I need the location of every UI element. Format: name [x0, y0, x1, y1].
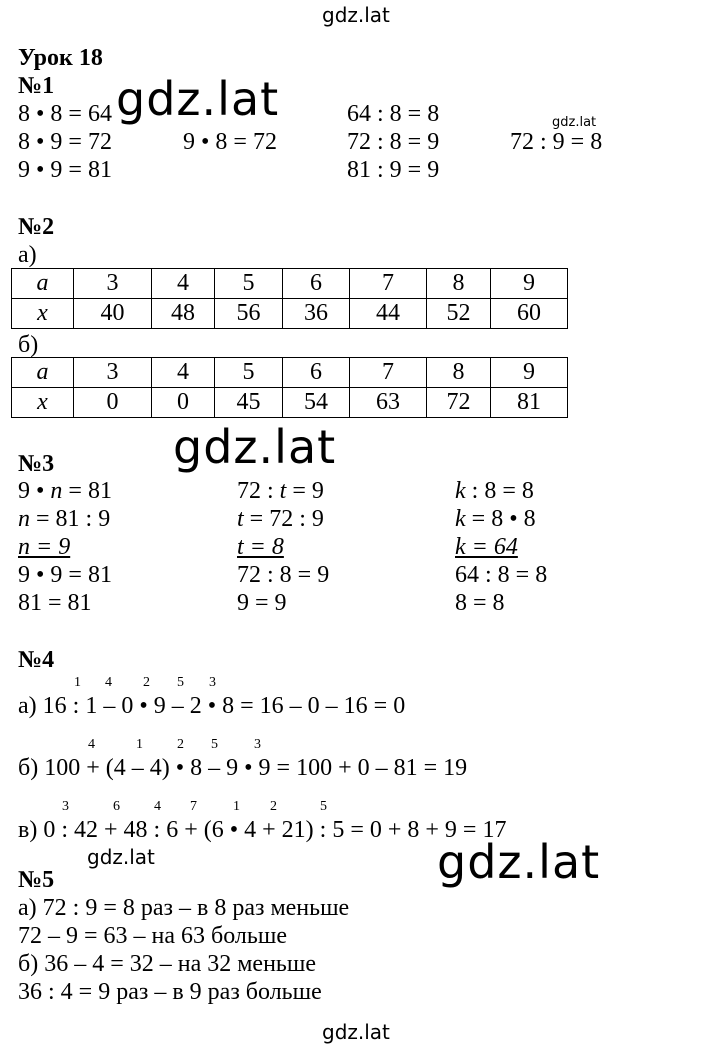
equation-line: k = 8 • 8: [455, 506, 536, 532]
watermark-bottom: gdz.lat: [322, 1020, 390, 1044]
task4-heading: №4: [18, 647, 55, 673]
operation-order-number: 4: [105, 675, 112, 690]
table-cell: 3: [74, 269, 152, 299]
table-cell: 56: [215, 299, 283, 329]
table-cell: 60: [491, 299, 568, 329]
table-cell: 36: [283, 299, 350, 329]
watermark-large: gdz.lat: [173, 420, 337, 474]
table-row: [12, 299, 568, 329]
answer-line: б) 36 – 4 = 32 – на 32 меньше: [18, 951, 316, 977]
equation-line: k : 8 = 8: [455, 478, 534, 504]
task2-part-a-label: а): [18, 242, 37, 268]
table-row: [12, 388, 568, 418]
answer-line: 36 : 4 = 9 раз – в 9 раз больше: [18, 979, 322, 1005]
task1-line: 81 : 9 = 9: [347, 157, 440, 183]
table-cell: a: [12, 269, 74, 299]
equation-line: t = 72 : 9: [237, 506, 324, 532]
task1-heading: №1: [18, 73, 55, 99]
table-cell: 72: [427, 388, 491, 418]
expression-line: в) 0 : 42 + 48 : 6 + (6 • 4 + 21) : 5 = 0 + 8 + 9 = 17: [18, 817, 507, 843]
equation-check: 8 = 8: [455, 590, 505, 616]
answer-line: 72 – 9 = 63 – на 63 больше: [18, 923, 287, 949]
operation-order-number: 4: [88, 737, 95, 752]
table-cell: 4: [152, 269, 215, 299]
watermark-top: gdz.lat: [322, 3, 390, 27]
table-cell: 9: [491, 358, 568, 388]
task1-line: 8 • 8 = 64: [18, 101, 112, 127]
table-cell: 44: [350, 299, 427, 329]
table-cell: x: [12, 299, 74, 329]
table-cell: 48: [152, 299, 215, 329]
table-cell: 45: [215, 388, 283, 418]
equation-answer: t = 8: [237, 534, 284, 560]
table-cell: 5: [215, 269, 283, 299]
table-cell: a: [12, 358, 74, 388]
table-cell: 0: [152, 388, 215, 418]
equation-check: 9 • 9 = 81: [18, 562, 112, 588]
equation-line: n = 81 : 9: [18, 506, 111, 532]
watermark-small: gdz.lat: [87, 845, 155, 869]
task1-line: 72 : 8 = 9: [347, 129, 440, 155]
table-cell: 54: [283, 388, 350, 418]
table-row: [12, 269, 568, 299]
table-cell: 3: [74, 358, 152, 388]
table-cell: 52: [427, 299, 491, 329]
lesson-title: Урок 18: [18, 45, 103, 71]
table-cell: 8: [427, 358, 491, 388]
equation-line: 9 • n = 81: [18, 478, 112, 504]
table-cell: 8: [427, 269, 491, 299]
equation-check: 72 : 8 = 9: [237, 562, 330, 588]
table-cell: 4: [152, 358, 215, 388]
operation-order-number: 1: [74, 675, 81, 690]
task2-heading: №2: [18, 214, 55, 240]
task1-line: 64 : 8 = 8: [347, 101, 440, 127]
task5-heading: №5: [18, 867, 55, 893]
equation-answer: n = 9: [18, 534, 71, 560]
task1-line: 8 • 9 = 72: [18, 129, 112, 155]
table-cell: 5: [215, 358, 283, 388]
task1-line: 72 : 9 = 8: [510, 129, 603, 155]
operation-order-number: 2: [270, 799, 277, 814]
operation-order-number: 7: [190, 799, 197, 814]
expression-line: а) 16 : 1 – 0 • 9 – 2 • 8 = 16 – 0 – 16 = 0: [18, 693, 406, 719]
task2-table-a: [11, 268, 568, 329]
table-cell: 40: [74, 299, 152, 329]
answer-line: а) 72 : 9 = 8 раз – в 8 раз меньше: [18, 895, 350, 921]
operation-order-number: 2: [143, 675, 150, 690]
table-cell: 6: [283, 269, 350, 299]
operation-order-number: 1: [136, 737, 143, 752]
operation-order-number: 6: [113, 799, 120, 814]
table-cell: 63: [350, 388, 427, 418]
operation-order-number: 5: [211, 737, 218, 752]
equation-check: 9 = 9: [237, 590, 287, 616]
operation-order-number: 2: [177, 737, 184, 752]
operation-order-number: 1: [233, 799, 240, 814]
operation-order-number: 3: [254, 737, 261, 752]
watermark-large: gdz.lat: [116, 72, 280, 126]
expression-line: б) 100 + (4 – 4) • 8 – 9 • 9 = 100 + 0 – 81 = 19: [18, 755, 468, 781]
table-cell: 6: [283, 358, 350, 388]
task1-line: 9 • 8 = 72: [183, 129, 277, 155]
operation-order-number: 3: [209, 675, 216, 690]
equation-check: 64 : 8 = 8: [455, 562, 548, 588]
equation-line: 72 : t = 9: [237, 478, 324, 504]
operation-order-number: 5: [177, 675, 184, 690]
watermark-large: gdz.lat: [437, 835, 601, 889]
table-cell: 7: [350, 269, 427, 299]
operation-order-number: 3: [62, 799, 69, 814]
equation-answer: k = 64: [455, 534, 518, 560]
table-cell: 7: [350, 358, 427, 388]
operation-order-number: 5: [320, 799, 327, 814]
table-cell: 9: [491, 269, 568, 299]
task1-line: 9 • 9 = 81: [18, 157, 112, 183]
task2-table-b: [11, 357, 568, 418]
table-cell: 0: [74, 388, 152, 418]
equation-check: 81 = 81: [18, 590, 92, 616]
table-row: [12, 358, 568, 388]
watermark-small: gdz.lat: [552, 115, 597, 130]
operation-order-number: 4: [154, 799, 161, 814]
task3-heading: №3: [18, 451, 55, 477]
table-cell: 81: [491, 388, 568, 418]
task2-part-b-label: б): [18, 332, 39, 358]
table-cell: x: [12, 388, 74, 418]
